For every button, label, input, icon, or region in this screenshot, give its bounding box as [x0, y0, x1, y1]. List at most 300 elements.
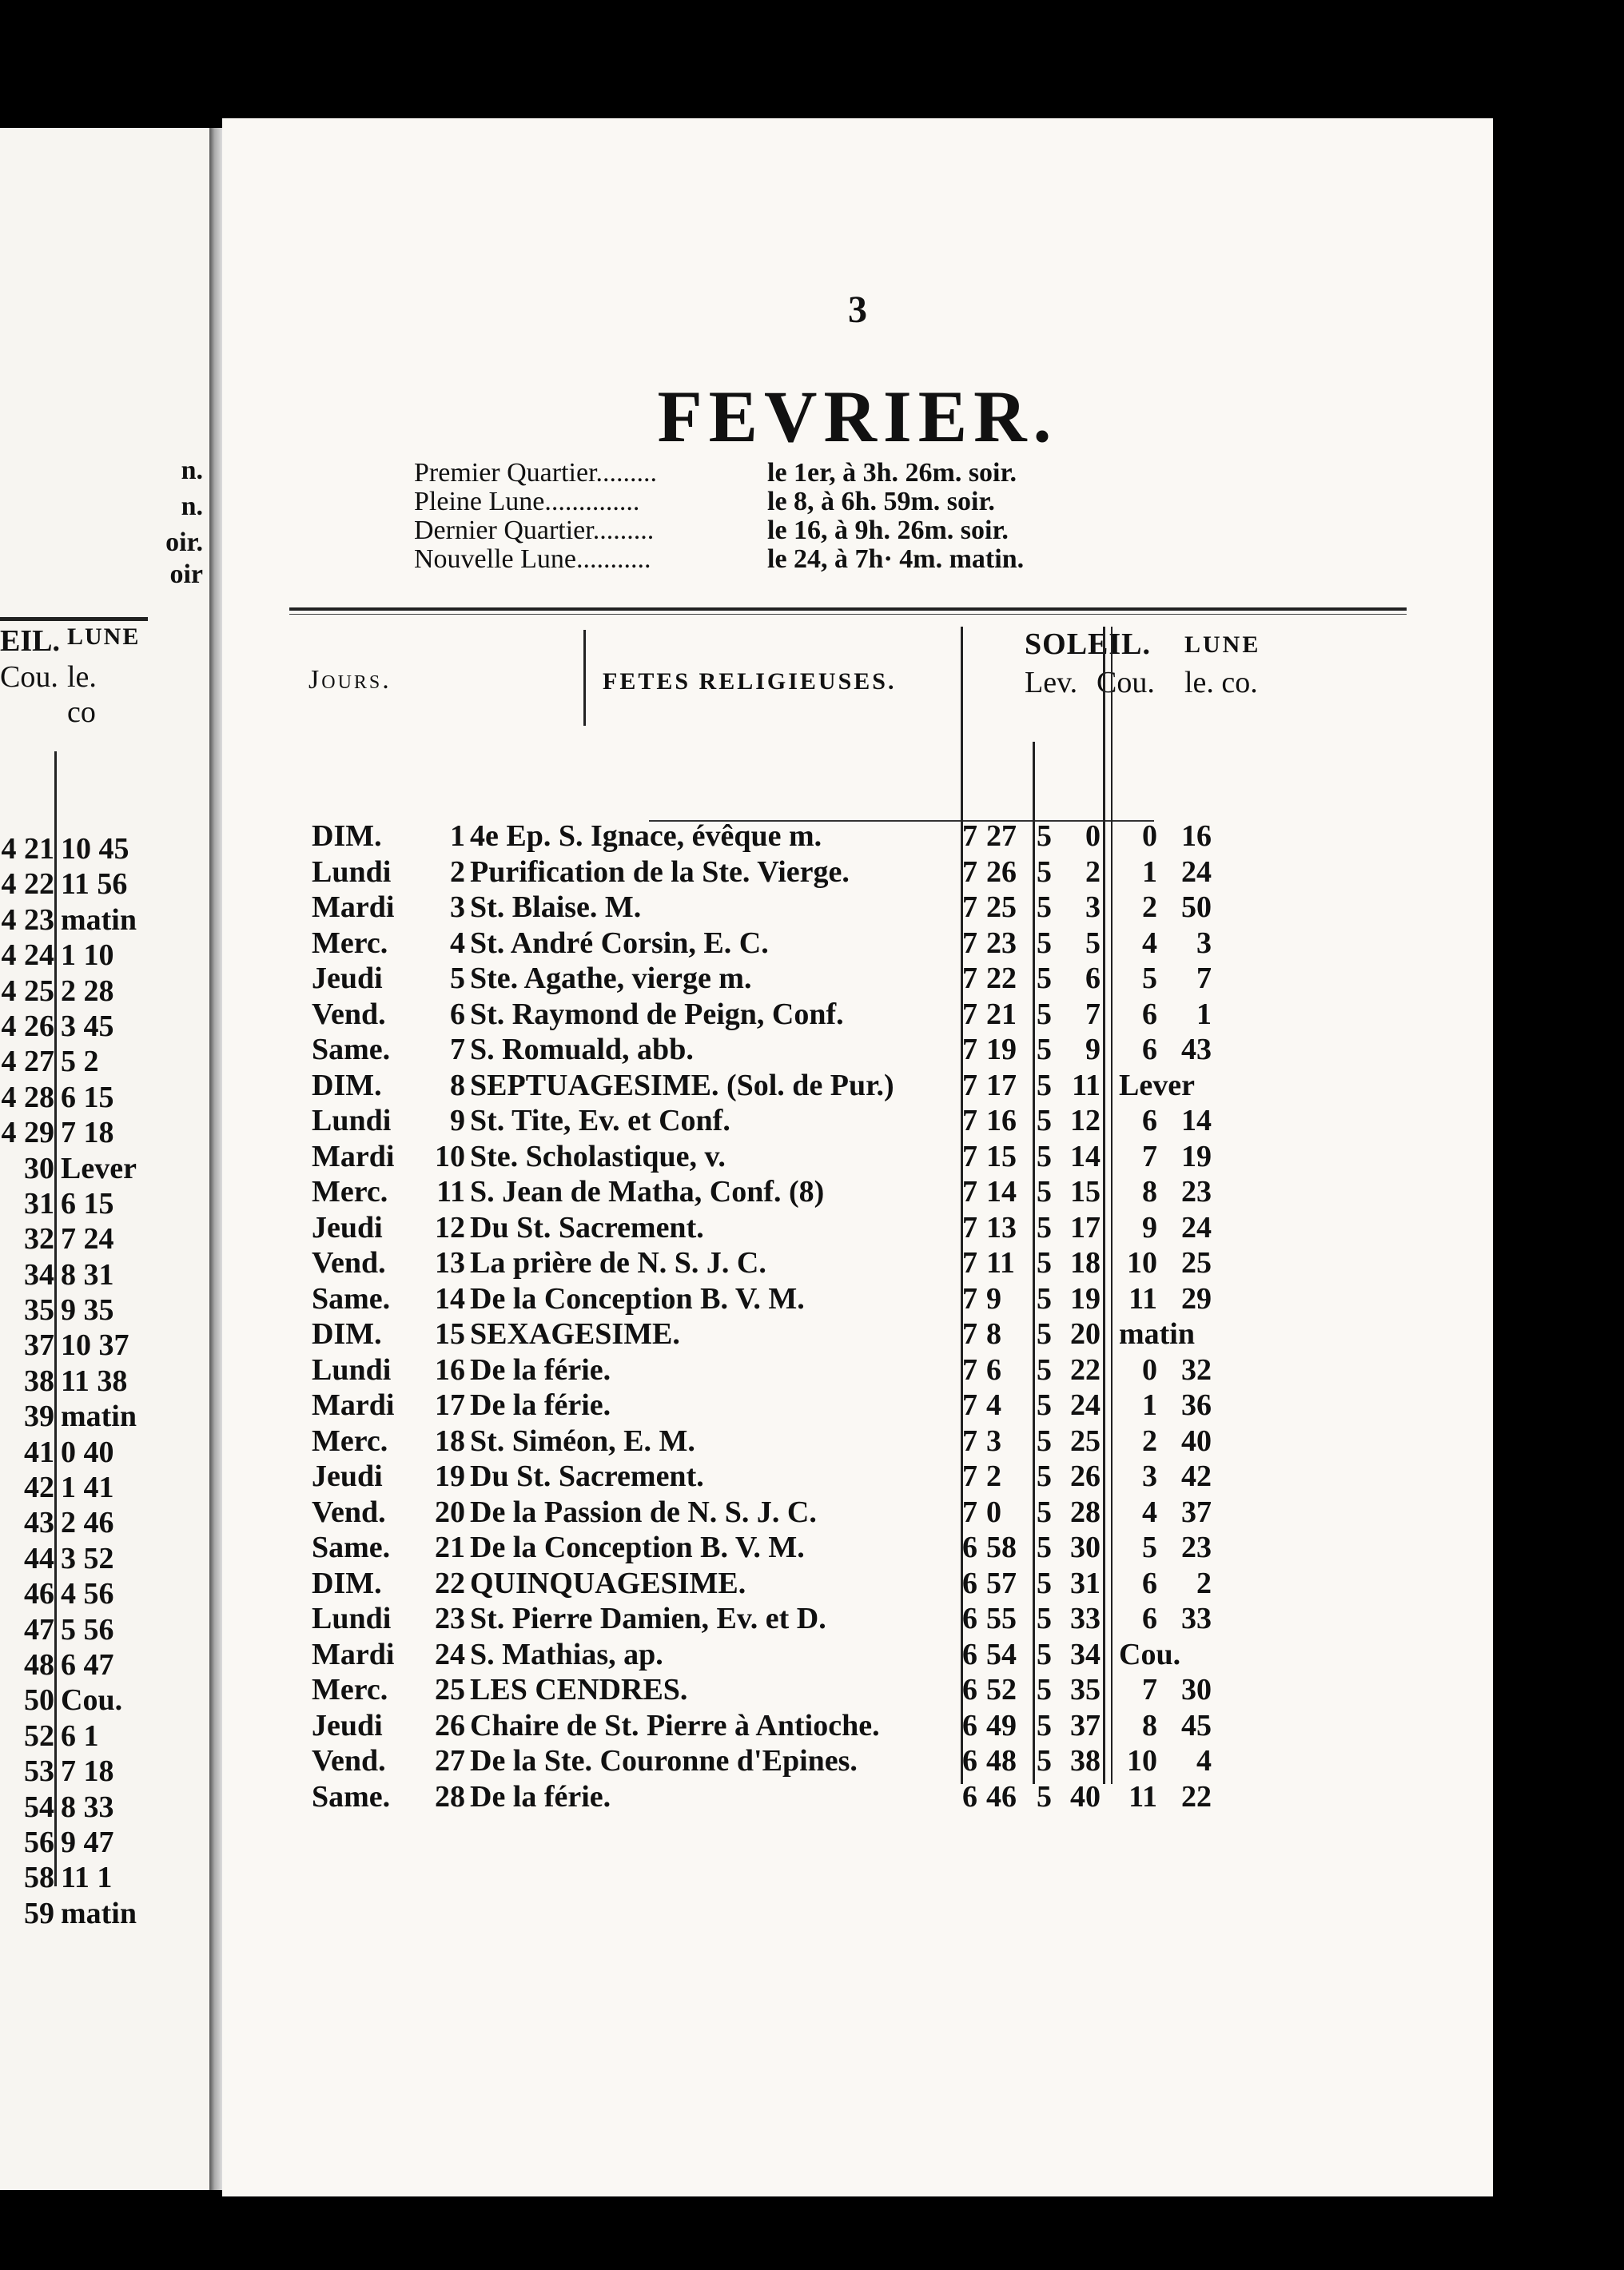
day-name: Vend. [312, 1744, 386, 1778]
table-row [289, 1779, 1424, 1815]
left-soleil-cell: 42 [24, 1471, 54, 1505]
sunrise-hour: 7 [962, 1068, 977, 1102]
day-name: Vend. [312, 997, 386, 1031]
left-soleil-cell: 35 [24, 1293, 54, 1328]
sunset-hour: 5 [1037, 1460, 1052, 1493]
day-number: 3 [450, 890, 465, 924]
left-soleil-cell: 48 [24, 1647, 54, 1682]
sunset-hour: 5 [1037, 1531, 1052, 1564]
sunset-minute: 17 [1070, 1210, 1101, 1245]
month-title: FEVRIER. [657, 376, 1058, 457]
sunset-hour: 5 [1037, 962, 1052, 995]
sunset-hour: 5 [1037, 1708, 1052, 1742]
moon-minute: 19 [1181, 1139, 1212, 1173]
feast-text: La prière de N. S. J. C. [470, 1246, 766, 1280]
moon-phase-name: Premier Quartier......... [414, 458, 658, 488]
sunrise-minute: 25 [986, 890, 1017, 924]
sunrise-minute: 57 [986, 1566, 1017, 1600]
sunset-minute: 34 [1070, 1637, 1101, 1671]
sunrise-hour: 7 [962, 1210, 977, 1245]
table-row [289, 1103, 1424, 1139]
feast-text: De la férie. [470, 1352, 611, 1387]
sunrise-minute: 19 [986, 1033, 1017, 1066]
moon-minute: 32 [1181, 1352, 1212, 1387]
left-lune-cell: 5 2 [61, 1045, 99, 1079]
left-lune-cell: 7 18 [61, 1116, 114, 1150]
moon-hour: 1 [1142, 854, 1157, 889]
sunset-minute: 9 [1085, 1033, 1101, 1066]
day-number: 15 [435, 1317, 465, 1351]
feast-text: St. Pierre Damien, Ev. et D. [470, 1602, 826, 1635]
moon-minute: 36 [1181, 1388, 1212, 1422]
day-number: 1 [450, 819, 465, 853]
day-number: 25 [435, 1673, 465, 1706]
sunset-minute: 30 [1070, 1531, 1101, 1564]
day-number: 17 [435, 1388, 465, 1422]
moon-minute: 45 [1181, 1708, 1212, 1742]
left-table-row [0, 1399, 192, 1434]
sunrise-hour: 7 [962, 1495, 977, 1529]
sunrise-hour: 7 [962, 1104, 977, 1137]
table-row [289, 1388, 1424, 1424]
day-number: 8 [450, 1068, 465, 1102]
day-name: Mardi [312, 1139, 395, 1173]
sunset-minute: 37 [1070, 1708, 1101, 1742]
left-table-row [0, 974, 192, 1009]
day-number: 19 [435, 1460, 465, 1493]
sunrise-hour: 7 [962, 1460, 977, 1493]
left-lune-cell: 2 46 [61, 1506, 114, 1540]
table-row [289, 890, 1424, 926]
feast-text: Du St. Sacrement. [470, 1210, 704, 1245]
day-number: 12 [435, 1210, 465, 1245]
day-name: Jeudi [312, 1708, 383, 1742]
day-name: Jeudi [312, 1210, 383, 1245]
moon-minute: 43 [1181, 1033, 1212, 1066]
feast-text: De la férie. [470, 1388, 611, 1422]
left-soleil-cell: 34 [24, 1257, 54, 1292]
day-name: Same. [312, 1033, 391, 1066]
moon-hour: 8 [1142, 1175, 1157, 1209]
left-lune-cell: 10 37 [61, 1328, 129, 1363]
day-name: Lundi [312, 854, 392, 889]
moon-hour: 10 [1127, 1744, 1157, 1778]
table-row [289, 926, 1424, 962]
moon-word: Cou. [1119, 1637, 1181, 1671]
left-soleil-cell: 4 29 [1, 1116, 54, 1150]
table-row [289, 1601, 1424, 1637]
sunset-minute: 15 [1070, 1175, 1101, 1209]
sunrise-hour: 7 [962, 1175, 977, 1209]
feast-text: De la Ste. Couronne d'Epines. [470, 1744, 858, 1778]
sunrise-minute: 55 [986, 1602, 1017, 1635]
left-table-body [0, 831, 192, 1931]
moon-phase-value: le 1er, à 3h. 26m. soir. [767, 458, 1017, 488]
sunset-hour: 5 [1037, 1139, 1052, 1173]
sunset-hour: 5 [1037, 819, 1052, 853]
left-lune-cell: matin [61, 1896, 137, 1930]
left-table-row [0, 1044, 192, 1079]
left-table-row [0, 1612, 192, 1647]
sunrise-minute: 11 [986, 1246, 1015, 1280]
table-row [289, 1530, 1424, 1566]
left-soleil-cell: 56 [24, 1825, 54, 1859]
left-lune-cell: 10 45 [61, 832, 129, 866]
moon-phase-value: le 16, à 9h. 26m. soir. [767, 516, 1009, 545]
moon-phase-line [414, 516, 1133, 545]
left-soleil-cell: 41 [24, 1435, 54, 1469]
header-soleil: SOLEIL. [1025, 627, 1152, 661]
left-lune-cell: 11 38 [61, 1364, 128, 1398]
left-soleil-cell: 31 [24, 1186, 54, 1221]
moon-minute: 4 [1196, 1744, 1212, 1778]
sunrise-hour: 6 [962, 1779, 977, 1814]
day-number: 20 [435, 1495, 465, 1529]
day-name: Lundi [312, 1104, 392, 1137]
sunset-minute: 18 [1070, 1246, 1101, 1280]
day-number: 26 [435, 1708, 465, 1742]
moon-minute: 42 [1181, 1460, 1212, 1493]
left-soleil-cell: 58 [24, 1861, 54, 1895]
sunrise-hour: 7 [962, 1317, 977, 1351]
moon-minute: 37 [1181, 1495, 1212, 1529]
sunset-hour: 5 [1037, 1068, 1052, 1102]
moon-phase-name: Dernier Quartier......... [414, 516, 655, 545]
left-table-row [0, 1683, 192, 1718]
sunset-minute: 2 [1085, 854, 1101, 889]
table-row [289, 1281, 1424, 1317]
feast-text: St. Raymond de Peign, Conf. [470, 997, 844, 1031]
left-soleil-cell: 4 21 [1, 832, 54, 866]
header-cou: Cou. [1097, 666, 1155, 699]
feast-text: S. Romuald, abb. [470, 1033, 694, 1066]
moon-phase-line [414, 545, 1133, 574]
sunrise-minute: 2 [986, 1460, 1001, 1493]
day-number: 2 [450, 854, 465, 889]
moon-hour: 4 [1142, 926, 1157, 960]
left-lune-cell: matin [61, 902, 137, 937]
sunset-minute: 11 [1072, 1068, 1101, 1102]
left-table-row [0, 902, 192, 938]
table-row [289, 1068, 1424, 1104]
moon-minute: 50 [1181, 890, 1212, 924]
day-name: Lundi [312, 1602, 392, 1635]
left-lune-cell: 8 33 [61, 1790, 114, 1824]
left-table-row [0, 1080, 192, 1115]
left-soleil-cell: 4 25 [1, 974, 54, 1008]
left-lune-cell: 11 56 [61, 867, 128, 902]
moon-hour: 1 [1142, 1388, 1157, 1422]
moon-hour: 4 [1142, 1495, 1157, 1529]
moon-hour: 11 [1128, 1779, 1157, 1814]
left-table-row [0, 1221, 192, 1256]
sunset-hour: 5 [1037, 890, 1052, 924]
sunrise-minute: 0 [986, 1495, 1001, 1529]
sunset-minute: 24 [1070, 1388, 1101, 1422]
left-lune-cell: 1 41 [61, 1471, 114, 1505]
day-name: Merc. [312, 1175, 388, 1209]
table-row [289, 1708, 1424, 1744]
left-soleil-cell: 4 23 [1, 902, 54, 937]
header-lev: Lev. [1025, 666, 1078, 699]
sunrise-hour: 7 [962, 854, 977, 889]
day-number: 16 [435, 1352, 465, 1387]
sunrise-minute: 9 [986, 1281, 1001, 1316]
day-name: Merc. [312, 926, 388, 960]
left-table-row [0, 1257, 192, 1292]
day-name: Mardi [312, 1637, 395, 1671]
moon-hour: 6 [1142, 1566, 1157, 1600]
sunrise-hour: 7 [962, 819, 977, 853]
moon-minute: 3 [1196, 926, 1212, 960]
day-number: 7 [450, 1033, 465, 1066]
book-gutter [209, 128, 222, 2190]
sunset-minute: 28 [1070, 1495, 1101, 1529]
moon-hour: 7 [1142, 1139, 1157, 1173]
sunset-hour: 5 [1037, 1388, 1052, 1422]
left-lune-cell: 5 56 [61, 1612, 114, 1647]
left-table-row [0, 1186, 192, 1221]
moon-minute: 25 [1181, 1246, 1212, 1280]
day-number: 21 [435, 1531, 465, 1564]
sunrise-minute: 6 [986, 1352, 1001, 1387]
sunrise-minute: 13 [986, 1210, 1017, 1245]
sunrise-minute: 46 [986, 1779, 1017, 1814]
left-lune-cell: 6 1 [61, 1718, 99, 1753]
sunset-hour: 5 [1037, 1602, 1052, 1635]
left-header-lune: LUNE [67, 623, 141, 650]
sunrise-minute: 22 [986, 962, 1017, 995]
table-row [289, 818, 1424, 854]
moon-phases [414, 459, 1133, 574]
sunrise-hour: 7 [962, 1352, 977, 1387]
day-number: 28 [435, 1779, 465, 1814]
moon-word: matin [1119, 1317, 1195, 1351]
sunset-hour: 5 [1037, 1104, 1052, 1137]
sunset-minute: 0 [1085, 819, 1101, 853]
left-table-row [0, 866, 192, 902]
left-soleil-cell: 4 24 [1, 938, 54, 973]
day-number: 9 [450, 1104, 465, 1137]
sunset-hour: 5 [1037, 1566, 1052, 1600]
table-row [289, 1245, 1424, 1281]
left-lune-cell: 1 10 [61, 938, 114, 973]
moon-word: Lever [1119, 1068, 1195, 1102]
moon-hour: 2 [1142, 1424, 1157, 1458]
left-lune-cell: matin [61, 1400, 137, 1434]
sunset-minute: 20 [1070, 1317, 1101, 1351]
feast-text: QUINQUAGESIME. [470, 1566, 746, 1600]
table-top-rule-thin [289, 614, 1407, 615]
sunset-minute: 6 [1085, 962, 1101, 995]
left-soleil-cell: 4 22 [1, 867, 54, 902]
sunrise-hour: 6 [962, 1531, 977, 1564]
sunrise-minute: 14 [986, 1175, 1017, 1209]
day-name: Vend. [312, 1246, 386, 1280]
sunset-minute: 19 [1070, 1281, 1101, 1316]
day-name: Mardi [312, 1388, 395, 1422]
moon-phase-line [414, 459, 1133, 488]
moon-minute: 14 [1181, 1104, 1212, 1137]
left-lune-cell: 6 15 [61, 1080, 114, 1114]
sunrise-minute: 48 [986, 1744, 1017, 1778]
sunset-minute: 25 [1070, 1424, 1101, 1458]
sunrise-hour: 7 [962, 1388, 977, 1422]
table-row [289, 1459, 1424, 1495]
sunset-hour: 5 [1037, 1352, 1052, 1387]
left-lune-cell: 8 31 [61, 1257, 114, 1292]
day-name: Jeudi [312, 1460, 383, 1493]
left-margin-fragment: oir [169, 560, 203, 589]
day-number: 27 [435, 1744, 465, 1778]
sunrise-hour: 7 [962, 1281, 977, 1316]
table-row [289, 1174, 1424, 1210]
moon-minute: 2 [1196, 1566, 1212, 1600]
sunrise-hour: 6 [962, 1566, 977, 1600]
left-table-row [0, 938, 192, 973]
moon-phase-value: le 24, à 7h· 4m. matin. [767, 544, 1025, 574]
table-row [289, 997, 1424, 1033]
left-margin-fragment: oir. [165, 528, 203, 557]
moon-minute: 30 [1181, 1673, 1212, 1706]
sunrise-minute: 27 [986, 819, 1017, 853]
table-row [289, 1316, 1424, 1352]
moon-minute: 40 [1181, 1424, 1212, 1458]
left-soleil-cell: 53 [24, 1754, 54, 1789]
sunrise-hour: 6 [962, 1708, 977, 1742]
sunset-hour: 5 [1037, 1495, 1052, 1529]
feast-text: Du St. Sacrement. [470, 1460, 704, 1493]
sunset-minute: 14 [1070, 1139, 1101, 1173]
table-row [289, 1566, 1424, 1602]
left-lune-cell: 7 24 [61, 1222, 114, 1256]
day-number: 11 [436, 1175, 465, 1209]
table-row [289, 1495, 1424, 1531]
day-number: 13 [435, 1246, 465, 1280]
left-lune-cell: 3 45 [61, 1009, 114, 1043]
day-name: DIM. [312, 1068, 382, 1102]
table-top-rule [289, 607, 1407, 611]
moon-phase-value: le 8, à 6h. 59m. soir. [767, 487, 995, 516]
sunset-hour: 5 [1037, 1744, 1052, 1778]
table-header [289, 627, 1424, 723]
table-row [289, 1032, 1424, 1068]
sunrise-minute: 15 [986, 1139, 1017, 1173]
moon-hour: 2 [1142, 890, 1157, 924]
moon-phase-line [414, 488, 1133, 516]
sunset-hour: 5 [1037, 1281, 1052, 1316]
sunset-hour: 5 [1037, 1779, 1052, 1814]
left-lune-cell: 11 1 [61, 1861, 113, 1895]
moon-minute: 7 [1196, 962, 1212, 995]
day-name: Mardi [312, 890, 395, 924]
feast-text: LES CENDRES. [470, 1673, 688, 1706]
left-soleil-cell: 4 28 [1, 1080, 54, 1114]
moon-minute: 33 [1181, 1602, 1212, 1635]
feast-text: Chaire de St. Pierre à Antioche. [470, 1708, 880, 1742]
left-soleil-cell: 54 [24, 1790, 54, 1824]
sunrise-hour: 6 [962, 1602, 977, 1635]
left-table-row [0, 1860, 192, 1895]
moon-hour: 11 [1128, 1281, 1157, 1316]
feast-text: De la Conception B. V. M. [470, 1531, 805, 1564]
left-table-row [0, 1896, 192, 1931]
sunset-minute: 38 [1070, 1744, 1101, 1778]
left-table-row [0, 831, 192, 866]
left-lune-cell: 3 52 [61, 1541, 114, 1575]
left-soleil-cell: 52 [24, 1718, 54, 1753]
sunrise-minute: 58 [986, 1531, 1017, 1564]
table-row [289, 1352, 1424, 1388]
sunset-minute: 12 [1070, 1104, 1101, 1137]
header-leco: le. co. [1184, 666, 1258, 699]
left-lune-cell: 6 47 [61, 1647, 114, 1682]
left-table-row [0, 1435, 192, 1470]
left-table-row [0, 1718, 192, 1754]
feast-text: De la Passion de N. S. J. C. [470, 1495, 817, 1529]
day-name: Lundi [312, 1352, 392, 1387]
page-number: 3 [848, 289, 867, 331]
sunrise-minute: 54 [986, 1637, 1017, 1671]
left-soleil-cell: 37 [24, 1328, 54, 1363]
moon-hour: 3 [1142, 1460, 1157, 1493]
left-soleil-cell: 39 [24, 1400, 54, 1434]
left-table-row [0, 1151, 192, 1186]
day-number: 22 [435, 1566, 465, 1600]
moon-hour: 9 [1142, 1210, 1157, 1245]
moon-hour: 6 [1142, 1104, 1157, 1137]
day-name: DIM. [312, 1566, 382, 1600]
sunset-hour: 5 [1037, 997, 1052, 1031]
moon-hour: 6 [1142, 1033, 1157, 1066]
feast-text: 4e Ep. S. Ignace, évêque m. [470, 819, 822, 853]
day-number: 23 [435, 1602, 465, 1635]
day-number: 18 [435, 1424, 465, 1458]
sunrise-hour: 7 [962, 962, 977, 995]
feast-text: S. Mathias, ap. [470, 1637, 663, 1671]
day-number: 6 [450, 997, 465, 1031]
sunset-hour: 5 [1037, 1317, 1052, 1351]
moon-minute: 23 [1181, 1531, 1212, 1564]
left-lune-cell: 7 18 [61, 1754, 114, 1789]
sunrise-hour: 6 [962, 1637, 977, 1671]
moon-minute: 24 [1181, 1210, 1212, 1245]
moon-hour: 8 [1142, 1708, 1157, 1742]
feast-text: SEXAGESIME. [470, 1317, 680, 1351]
left-table-row [0, 1647, 192, 1683]
left-table-row [0, 1328, 192, 1363]
left-soleil-cell: 47 [24, 1612, 54, 1647]
moon-phase-name: Nouvelle Lune........... [414, 544, 651, 574]
feast-text: Ste. Scholastique, v. [470, 1139, 726, 1173]
moon-minute: 1 [1196, 997, 1212, 1031]
sunset-minute: 40 [1070, 1779, 1101, 1814]
sunrise-hour: 7 [962, 1033, 977, 1066]
feast-text: Ste. Agathe, vierge m. [470, 962, 752, 995]
sunrise-hour: 7 [962, 1246, 977, 1280]
table-row [289, 1672, 1424, 1708]
sunset-hour: 5 [1037, 1033, 1052, 1066]
sunset-hour: 5 [1037, 1246, 1052, 1280]
left-soleil-cell: 44 [24, 1541, 54, 1575]
left-header-leco: le. co [67, 660, 97, 729]
table-row [289, 1210, 1424, 1246]
moon-hour: 7 [1142, 1673, 1157, 1706]
table-row [289, 1637, 1424, 1673]
day-number: 10 [435, 1139, 465, 1173]
sunrise-hour: 7 [962, 997, 977, 1031]
sunrise-minute: 26 [986, 854, 1017, 889]
